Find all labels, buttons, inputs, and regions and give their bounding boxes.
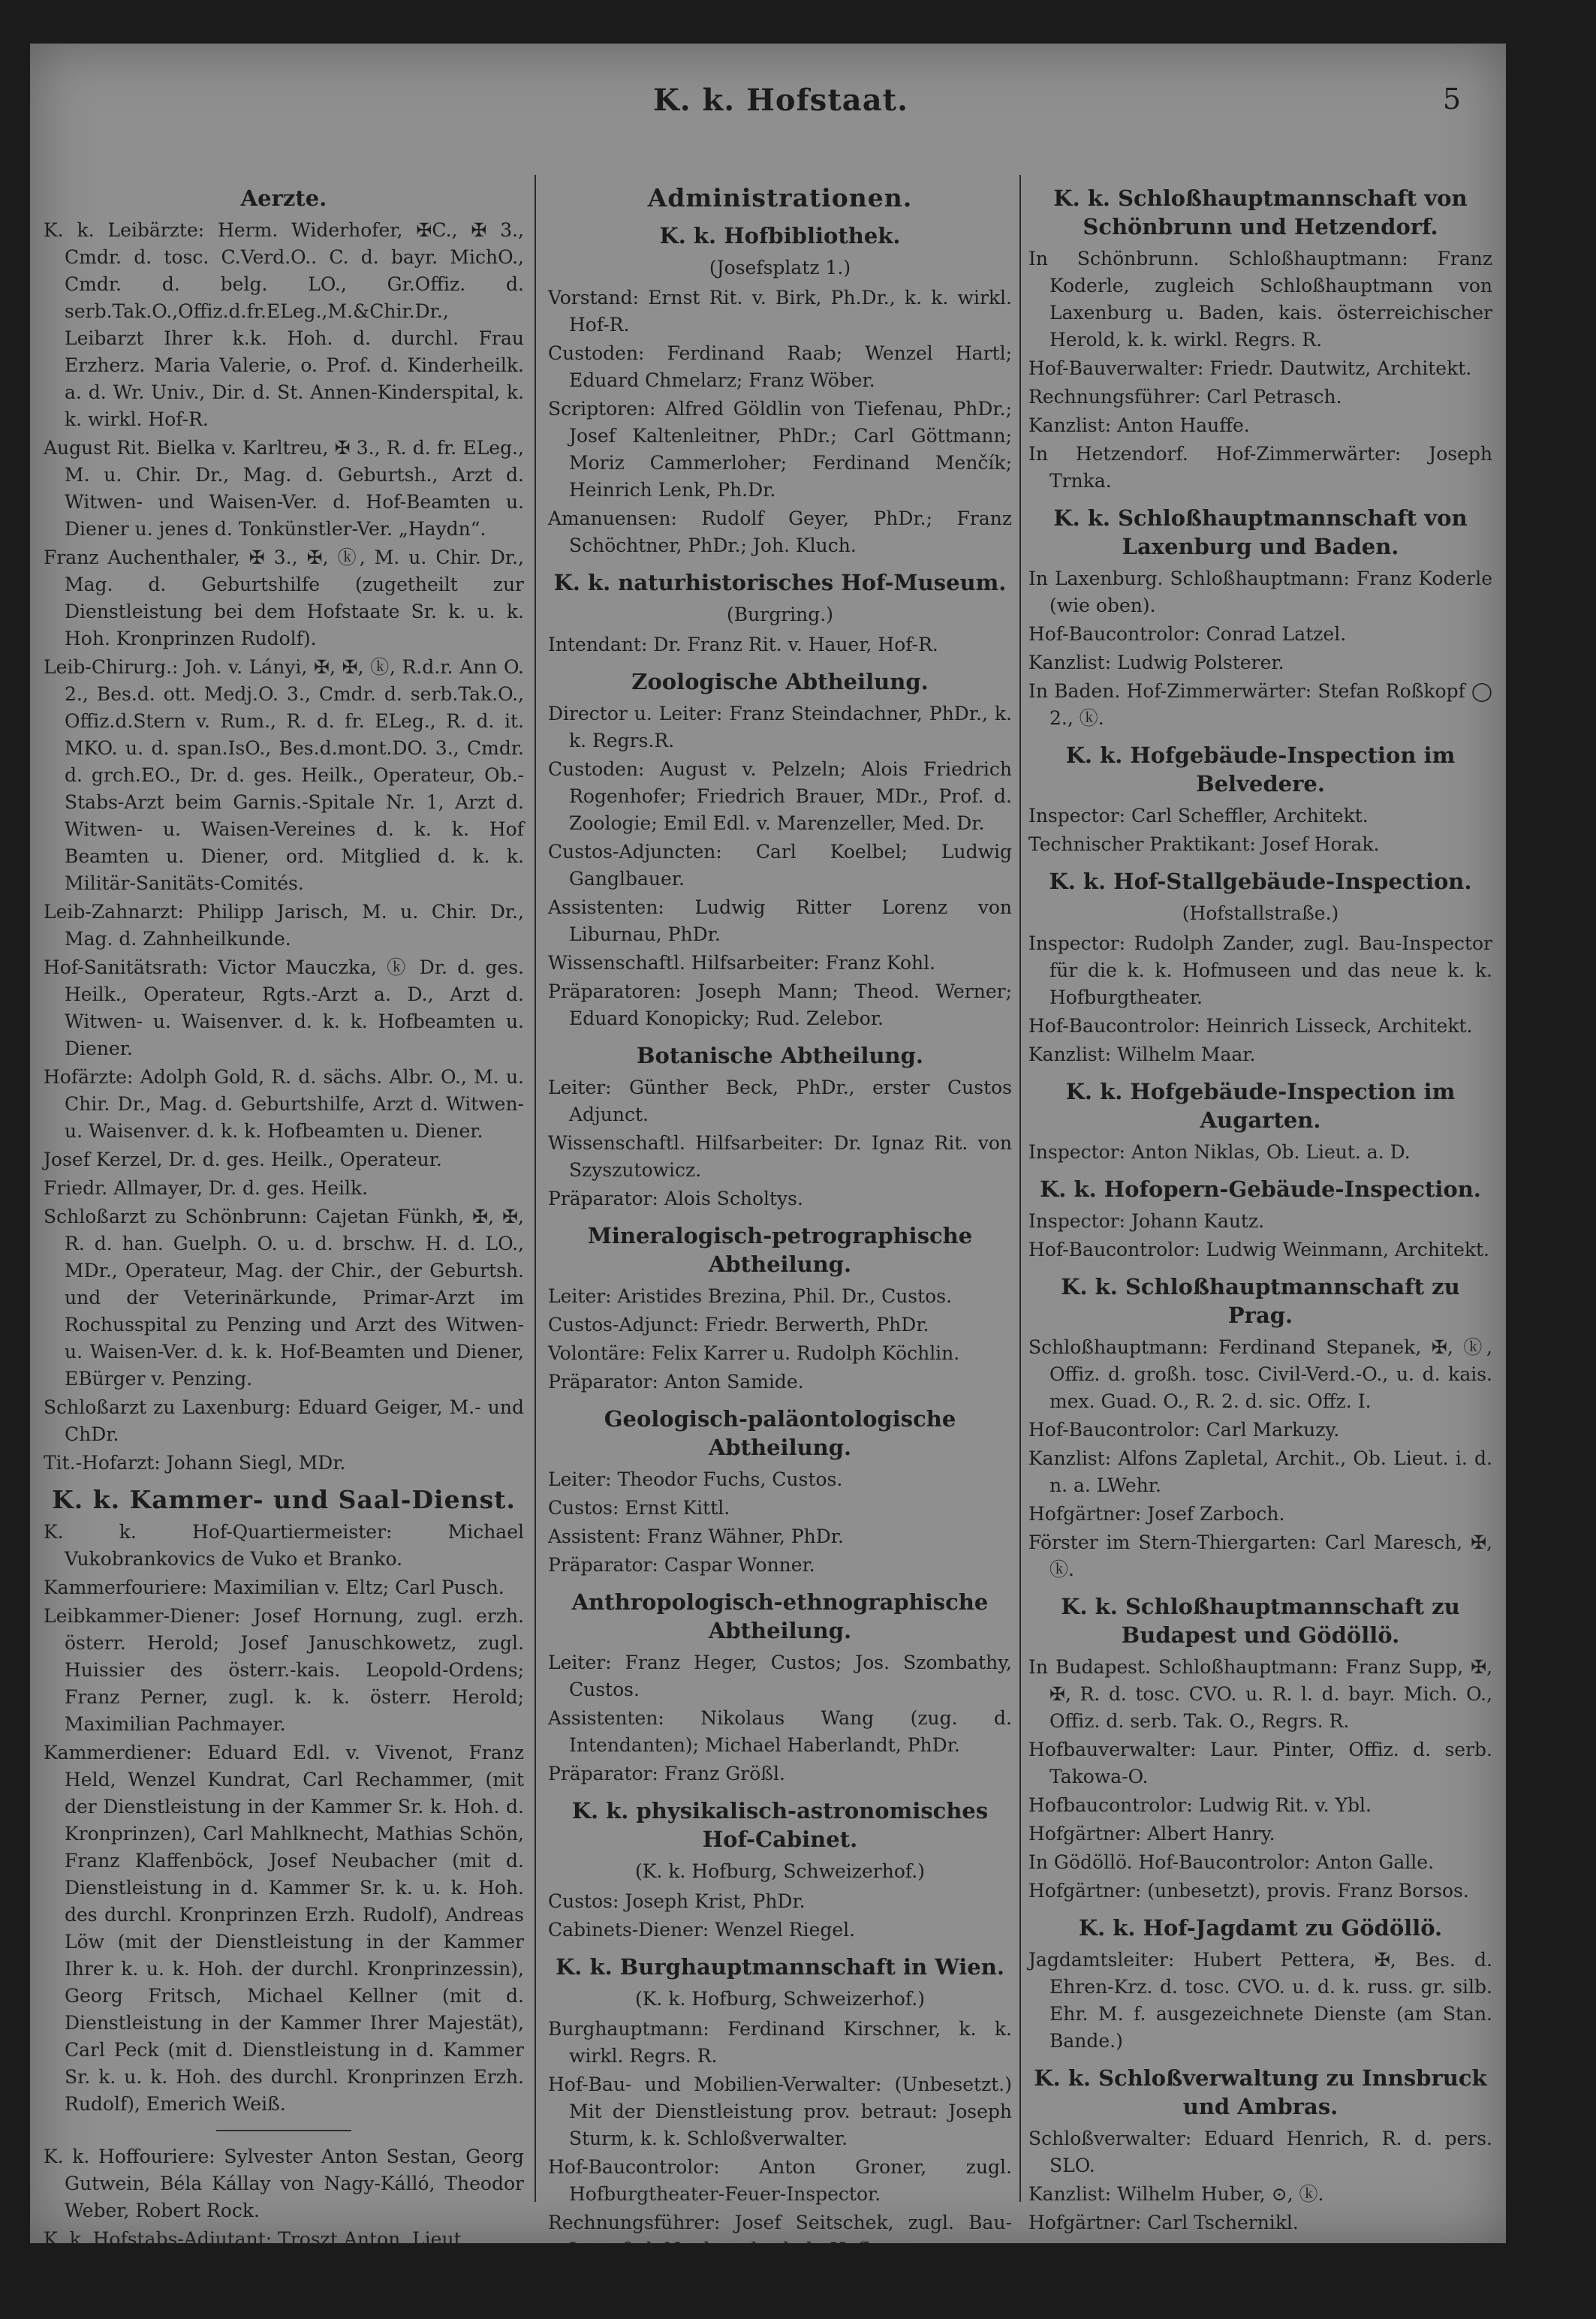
entry: Inspector: Carl Scheffler, Architekt. [1028, 805, 1369, 827]
entry: Wissenschaftl. Hilfsarbeiter: Franz Kohl. [548, 952, 936, 974]
entry: Leiter: Aristides Brezina, Phil. Dr., Custos. [548, 1285, 953, 1307]
entry: Hof-Baucontrolor: Heinrich Lisseck, Architekt. [1028, 1015, 1473, 1037]
entry: Jagdamtsleiter: Hubert Pettera, ✠, Bes. d. Ehren-Krz. d. tosc. CVO. u. d. k. russ. gr. silb. Ehr. M. f. ausgezeichnete Dienste (am Stan. Bande.) [1028, 1949, 1492, 2052]
entry: Präparator: Caspar Wonner. [548, 1554, 815, 1576]
column-divider [535, 175, 536, 2202]
column-middle [548, 175, 1012, 2316]
address-note: (Josefsplatz 1.) [709, 257, 851, 279]
entry: Intendant: Dr. Franz Rit. v. Hauer, Hof-R. [548, 634, 938, 655]
entry: Schloßhauptmann: Ferdinand Stepanek, ✠, ⓚ, Offiz. d. großh. tosc. Civil-Verd.-O., u. d. kais. mex. Guad. O., R. 2. d. sic. Offz. I. [1028, 1336, 1492, 1412]
entry: Custoden: Ferdinand Raab; Wenzel Hartl; Eduard Chmelarz; Franz Wöber. [548, 342, 1012, 391]
entry: Leiter: Günther Beck, PhDr., erster Custos Adjunct. [548, 1077, 1012, 1125]
entry: Leib-Zahnarzt: Philipp Jarisch, M. u. Chir. Dr., Mag. d. Zahnheilkunde. [44, 901, 524, 950]
section-heading: K. k. Schloßhauptmannschaft von Laxenburg und Baden. [1053, 505, 1468, 559]
entry: August Rit. Bielka v. Karltreu, ✠ 3., R. d. fr. ELeg., M. u. Chir. Dr., Mag. d. Geburtsh., Arzt d. Witwen- und Waisen-Ver. d. Hof-Beamten u. Diener u. jenes d. Tonkünstler-Ver. „Haydn“. [44, 437, 524, 540]
entry: Präparatoren: Joseph Mann; Theod. Werner; Eduard Konopicky; Rud. Zelebor. [548, 980, 1012, 1029]
entry: Präparator: Anton Samide. [548, 1371, 804, 1393]
section-heading: K. k. Kammer- und Saal-Dienst. [52, 1485, 516, 1514]
entry: In Schönbrunn. Schloßhauptmann: Franz Koderle, zugleich Schloßhauptmann von Laxenburg u. Baden, kais. österreichischer Herold, k. k. wirkl. Regrs. R. [1028, 248, 1492, 351]
entry: Assistenten: Nikolaus Wang (zug. d. Intendanten); Michael Haberlandt, PhDr. [548, 1707, 1012, 1756]
address-note: (K. k. Hofburg, Schweizerhof.) [635, 1860, 925, 1882]
entry: Hof-Bauverwalter: Friedr. Dautwitz, Architekt. [1028, 357, 1472, 379]
section-heading: K. k. Schloßhauptmannschaft zu Budapest und Gödöllö. [1061, 1594, 1460, 1648]
entry: Schloßverwalter: Eduard Henrich, R. d. pers. SLO. [1028, 2128, 1492, 2176]
entry: K. k. Hof-Quartiermeister: Michael Vukobrankovics de Vuko et Branko. [44, 1521, 524, 1570]
address-note: (Burgring.) [727, 604, 833, 625]
section-heading: Administrationen. [647, 183, 913, 212]
section-heading: K. k. Hofgebäude-Inspection im Belvedere. [1065, 742, 1456, 797]
address-note: (K. k. Hofburg, Schweizerhof.) [635, 1988, 925, 2010]
section-heading: K. k. physikalisch-astronomisches Hof-Cabinet. [571, 1798, 989, 1852]
entry: Inspector: Johann Kautz. [1028, 1210, 1265, 1232]
entry: In Baden. Hof-Zimmerwärter: Stefan Roßkopf ◯ 2., ⓚ. [1028, 680, 1492, 729]
entry: Schloßarzt zu Laxenburg: Eduard Geiger, M.- und ChDr. [44, 1396, 524, 1445]
section-heading: Zoologische Abtheilung. [631, 669, 929, 694]
section-heading: K. k. Schloßhauptmannschaft zu Prag. [1061, 1274, 1460, 1328]
entry: In Budapest. Schloßhauptmann: Franz Supp, ✠, ✠, R. d. tosc. CVO. u. R. l. d. bayr. Mich. O., Offiz. d. serb. Tak. O., Regrs. R. [1028, 1656, 1492, 1732]
entry: K. k. Hofstabs-Adjutant: Troszt Anton, Lieut. [44, 2228, 468, 2250]
entry: Franz Auchenthaler, ✠ 3., ✠, ⓚ, M. u. Chir. Dr., Mag. d. Geburtshilfe (zugetheilt zur Dienstleistung bei dem Hofstaate Sr. k. u. k. Hoh. Kronprinzen Rudolf). [44, 547, 524, 649]
section-heading: Anthropologisch-ethnographische Abtheilung. [571, 1589, 989, 1643]
entry: Custoden: August v. Pelzeln; Alois Friedrich Rogenhofer; Friedrich Brauer, MDr., Prof. d. Zoologie; Emil Edl. v. Marenzeller, Med. Dr. [548, 758, 1012, 834]
entry: Hof-Baucontrolor: Ludwig Weinmann, Architekt. [1028, 1239, 1490, 1260]
entry: Custos: Joseph Krist, PhDr. [548, 1890, 806, 1912]
entry: In Gödöllö. Hof-Baucontrolor: Anton Galle. [1028, 1851, 1435, 1873]
section-heading: K. k. Burghauptmannschaft in Wien. [556, 1954, 1004, 1980]
entry: Custos-Adjuncten: Carl Koelbel; Ludwig Ganglbauer. [548, 841, 1012, 890]
scanned-page [30, 44, 1506, 2316]
entry: Leibkammer-Diener: Josef Hornung, zugl. erzh. österr. Herold; Josef Januschkowetz, zugl. Huissier des österr.-kais. Leopold-Ordens; Franz Perner, zugl. k. k. österr. Herold; Maximilian Pachmayer. [44, 1605, 524, 1735]
entry: Hof-Baucontrolor: Carl Markuzy. [1028, 1419, 1340, 1441]
entry: Hof-Bau- und Mobilien-Verwalter: (Unbesetzt.) Mit der Dienstleistung prov. betraut: Joseph Sturm, k. k. Schloßverwalter. [548, 2074, 1012, 2149]
entry: Inspector: Rudolph Zander, zugl. Bau-Inspector für die k. k. Hofmuseen und das neue k. k. Hofburgtheater. [1028, 932, 1492, 1008]
entry: Kanzlist: Ludwig Polsterer. [1028, 652, 1284, 673]
entry: Kanzlist: Anton Hauffe. [1028, 414, 1250, 436]
entry: Hofgärtner: Carl Tschernikl. [1028, 2212, 1299, 2233]
entry: Kanzlist: Alfons Zapletal, Archit., Ob. Lieut. i. d. n. a. LWehr. [1028, 1447, 1492, 1496]
entry: In Laxenburg. Schloßhauptmann: Franz Koderle (wie oben). [1028, 568, 1492, 616]
section-heading: Aerzte. [240, 185, 327, 211]
entry: Hof-Baucontrolor: Conrad Latzel. [1028, 623, 1347, 645]
entry: Rechnungsführer: Carl Petrasch. [1028, 386, 1342, 408]
entry: Hofgärtner: Josef Zarboch. [1028, 1503, 1285, 1525]
section-heading: K. k. Hof-Jagdamt zu Gödöllö. [1078, 1915, 1443, 1941]
entry: Kammerfouriere: Maximilian v. Eltz; Carl Pusch. [44, 1577, 504, 1598]
column-left [44, 175, 524, 2250]
section-heading: K. k. Schloßhauptmannschaft von Schönbrunn und Hetzendorf. [1053, 185, 1468, 239]
entry: Hofgärtner: Albert Hanry. [1028, 1823, 1275, 1845]
entry: Custos-Adjunct: Friedr. Berwerth, PhDr. [548, 1314, 929, 1336]
column-right [1028, 175, 1492, 2233]
separator-rule [216, 2130, 351, 2131]
entry: Inspector: Anton Niklas, Ob. Lieut. a. D. [1028, 1141, 1411, 1163]
section-heading: Mineralogisch-petrographische Abtheilung. [587, 1223, 973, 1277]
entry: Assistenten: Ludwig Ritter Lorenz von Liburnau, PhDr. [548, 896, 1012, 945]
section-heading: Botanische Abtheilung. [636, 1043, 924, 1068]
entry: Hofgärtner: (unbesetzt), provis. Franz Borsos. [1028, 1880, 1469, 1902]
entry: Hof-Sanitätsrath: Victor Mauczka, ⓚ Dr. d. ges. Heilk., Operateur, Rgts.-Arzt a. D., Arzt d. Witwen- u. Waisenver. d. k. k. Hofbeamten u. Diener. [44, 956, 524, 1059]
entry: Amanuensen: Rudolf Geyer, PhDr.; Franz Schöchtner, PhDr.; Joh. Kluch. [548, 507, 1012, 556]
address-note: (Hofstallstraße.) [1182, 902, 1339, 924]
entry: Technischer Praktikant: Josef Horak. [1028, 833, 1380, 855]
entry: Hofbauverwalter: Laur. Pinter, Offiz. d. serb. Takowa-O. [1028, 1739, 1492, 1787]
entry: Friedr. Allmayer, Dr. d. ges. Heilk. [44, 1177, 369, 1199]
section-heading: Geologisch-paläontologische Abtheilung. [604, 1406, 956, 1460]
section-heading: K. k. naturhistorisches Hof-Museum. [553, 570, 1007, 595]
entry: Hof-Baucontrolor: Anton Groner, zugl. Hofburgtheater-Feuer-Inspector. [548, 2156, 1012, 2205]
entry: Volontäre: Felix Karrer u. Rudolph Köchlin. [548, 1342, 960, 1364]
entry: Director u. Leiter: Franz Steindachner, PhDr., k. k. Regrs.R. [548, 703, 1012, 751]
entry: K. k. Leibärzte: Herm. Widerhofer, ✠C., ✠ 3., Cmdr. d. tosc. C.Verd.O.. C. d. bayr. MichO., Cmdr. d. belg. LO., Gr.Offiz. d. serb.Tak.O.,Offiz.d.fr.ELeg.,M.&Chir.Dr., Leibarzt Ihrer k.k. Hoh. d. durchl. Frau Erzherz. Maria Valerie, o. Prof. d. Kinderheilk. a. d. Wr. Univ., Dir. d. St. Annen-Kinderspital, k. k. wirkl. Hof-R. [44, 219, 524, 430]
entry: Kanzlist: Wilhelm Huber, ⊙, ⓚ. [1028, 2183, 1324, 2205]
entry: Leiter: Theodor Fuchs, Custos. [548, 1468, 843, 1490]
page-number: 5 [1442, 83, 1461, 116]
section-heading: K. k. Hof-Stallgebäude-Inspection. [1049, 869, 1472, 894]
entry: Kanzlisten: Ignaz Schlosser, zugl. Hofburgtheater-Feuer-Insp., Franz Figlhuber. [548, 2267, 1012, 2316]
entry: Präparator: Alois Scholtys. [548, 1188, 803, 1209]
entry: Rechnungsführer: Josef Seitschek, zugl. Bau-Insp. f. d. Neubau der k. k. Hofburg. [548, 2212, 1012, 2260]
entry: Hofärzte: Adolph Gold, R. d. sächs. Albr. O., M. u. Chir. Dr., Mag. d. Geburtshilfe, Arzt d. Witwen- u. Waisenver. d. k. k. Hofbeamten u. Diener. [44, 1066, 524, 1142]
entry: Hofbaucontrolor: Ludwig Rit. v. Ybl. [1028, 1794, 1372, 1816]
entry: Assistent: Franz Wähner, PhDr. [548, 1525, 844, 1547]
entry: Schloßarzt zu Schönbrunn: Cajetan Fünkh, ✠, ✠, R. d. han. Guelph. O. u. d. brschw. H. d. LO., MDr., Operateur, Mag. der Chir., der Geburtsh. und der Veterinärkunde, Primar-Arzt im Rochusspital zu Penzing und Arzt des Witwen- u. Waisen-Ver. d. k. k. Hof-Beamten und Diener, EBürger v. Penzing. [44, 1206, 524, 1390]
entry: Kammerdiener: Eduard Edl. v. Vivenot, Franz Held, Wenzel Kundrat, Carl Rechammer, (mit der Dienstleistung in der Kammer Sr. k. Hoh. d. Kronprinzen), Carl Mahlknecht, Mathias Schön, Franz Klaffenböck, Josef Neubacher (mit d. Dienstleistung in d. Kammer Sr. k. u. k. Hoh. des durchl. Kronprinzen Erzh. Rudolf), Andreas Löw (mit der Dienstleistung in der Kammer Ihrer k. u. k. Hoh. der durchl. Kronprinzessin), Georg Fritsch, Michael Kellner (mit d. Dienstleistung in der Kammer Ihrer Majestät), Carl Peck (mit d. Dienstleistung in d. Kammer Sr. k. u. k. Hoh. des durchl. Kronprinzen Erzh. Rudolf), Emerich Weiß. [44, 1742, 524, 2115]
entry: Leiter: Franz Heger, Custos; Jos. Szombathy, Custos. [548, 1652, 1012, 1700]
entry: Präparator: Franz Größl. [548, 1763, 785, 1784]
entry: Vorstand: Ernst Rit. v. Birk, Ph.Dr., k. k. wirkl. Hof-R. [548, 287, 1012, 336]
entry: Wissenschaftl. Hilfsarbeiter: Dr. Ignaz Rit. von Szyszutowicz. [548, 1132, 1012, 1181]
column-divider [1019, 175, 1021, 2202]
entry: Custos: Ernst Kittl. [548, 1497, 730, 1519]
entry: Burghauptmann: Ferdinand Kirschner, k. k. wirkl. Regrs. R. [548, 2018, 1012, 2067]
entry: Leib-Chirurg.: Joh. v. Lányi, ✠, ✠, ⓚ, R.d.r. Ann O. 2., Bes.d. ott. Medj.O. 3., Cmdr. d. serb.Tak.O., Offiz.d.Stern v. Rum., R. d. fr. ELeg., R. d. it. MKO. u. d. span.IsO., Bes.d.mont.DO. 3., Cmdr. d. grch.EO., Dr. d. ges. Heilk., Operateur, Ob.-Stabs-Arzt beim Garnis.-Spitale Nr. 1, Arzt d. Witwen- u. Waisen-Vereines d. k. k. Hof Beamten u. Diener, ord. Mitglied d. k. k. Militär-Sanitäts-Comités. [44, 656, 524, 894]
section-heading: K. k. Hofbibliothek. [659, 223, 901, 248]
entry: In Hetzendorf. Hof-Zimmerwärter: Joseph Trnka. [1028, 443, 1492, 492]
page-header [30, 83, 1506, 143]
entry: K. k. Hoffouriere: Sylvester Anton Sestan, Georg Gutwein, Béla Kállay von Nagy-Kálló, Theodor Weber, Robert Rock. [44, 2146, 524, 2221]
section-heading: K. k. Hofopern-Gebäude-Inspection. [1040, 1176, 1481, 1202]
running-title: K. k. Hofstaat. [652, 83, 909, 118]
section-heading: K. k. Hofgebäude-Inspection im Augarten. [1065, 1079, 1456, 1133]
entry: Tit.-Hofarzt: Johann Siegl, MDr. [44, 1452, 346, 1474]
entry: Scriptoren: Alfred Göldlin von Tiefenau, PhDr.; Josef Kaltenleitner, PhDr.; Carl Göttmann; Moriz Cammerloher; Ferdinand Menčík; Heinrich Lenk, Ph.Dr. [548, 398, 1012, 501]
entry: Förster im Stern-Thiergarten: Carl Maresch, ✠, ⓚ. [1028, 1531, 1492, 1580]
entry: Kanzlist: Wilhelm Maar. [1028, 1044, 1256, 1065]
section-heading: K. k. Schloßverwaltung zu Innsbruck und Ambras. [1034, 2065, 1487, 2119]
entry: Cabinets-Diener: Wenzel Riegel. [548, 1919, 856, 1941]
entry: Josef Kerzel, Dr. d. ges. Heilk., Operateur. [44, 1149, 442, 1170]
